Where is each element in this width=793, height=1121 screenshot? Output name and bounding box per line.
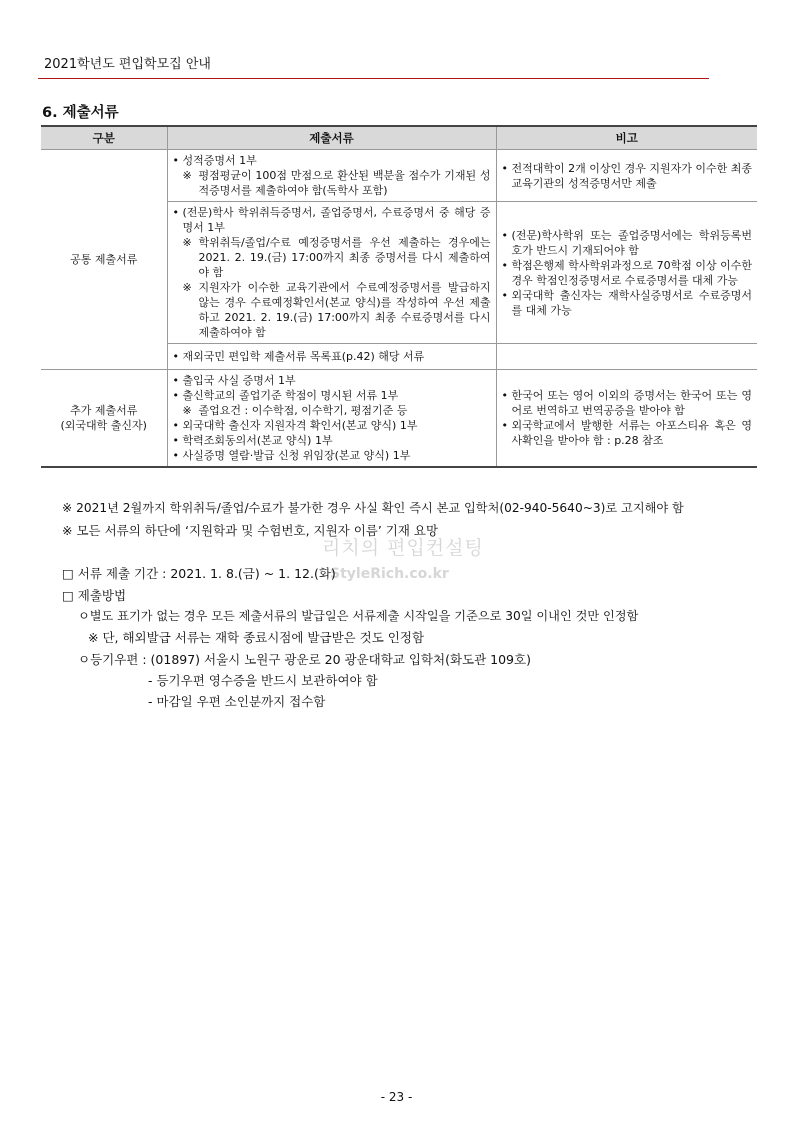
method-item-2-sub-a: - 등기우편 영수증을 반드시 보관하여야 함 <box>148 673 378 688</box>
remarks-cell <box>496 202 757 344</box>
method-item-1-note: ※ 단, 해외발급 서류는 재학 종료시점에 발급받은 것도 인정함 <box>88 630 425 645</box>
notice-2: ※ 모든 서류의 하단에 ‘지원학과 및 수험번호, 지원자 이름’ 기재 요망 <box>62 523 439 538</box>
note-item: ※ 학위취득/졸업/수료 예정증명서를 우선 제출하는 경우에는 2021. 2. 19.(금) 17:00까지 최종 증명서를 다시 제출하여야 함 <box>182 236 491 279</box>
table-row <box>41 150 757 202</box>
bullet-item: • 외국대학 출신자 지원자격 확인서(본교 양식) 1부 <box>172 419 418 432</box>
bullet-item: • 출신학교의 졸업기준 학점이 명시된 서류 1부 <box>172 389 399 402</box>
remarks-cell <box>496 344 757 370</box>
header-rule <box>38 78 709 79</box>
documents-cell <box>167 344 496 370</box>
bullet-item: • 학점은행제 학사학위과정으로 70학점 이상 이수한 경우 학점인정증명서로 수료증명서를 대체 가능 <box>501 258 753 287</box>
section-title: 6. 제출서류 <box>42 105 119 121</box>
bullet-item: • 외국대학 출신자는 재학사실증명서로 수료증명서를 대체 가능 <box>501 288 752 317</box>
bullet-item: • 성적증명서 1부 <box>172 154 257 167</box>
remarks-cell <box>496 150 757 202</box>
table-row <box>41 370 757 468</box>
bullet-item: • 전적대학이 2개 이상인 경우 지원자가 이수한 최종 교육기관의 성적증명서만 제출 <box>501 161 752 190</box>
category-extra-sublabel: (외국대학 출신자) <box>60 419 147 432</box>
col-header-documents: 제출서류 <box>167 126 496 150</box>
remarks-cell <box>496 370 757 468</box>
bullet-item: • 재외국민 편입학 제출서류 목록표(p.42) 해당 서류 <box>172 350 425 363</box>
submission-period: □ 서류 제출 기간 : 2021. 1. 8.(금) ~ 1. 12.(화) <box>62 566 336 581</box>
table-header-row <box>41 126 757 150</box>
bullet-item: • 학력조회동의서(본교 양식) 1부 <box>172 434 333 447</box>
category-common: 공통 제출서류 <box>41 150 167 370</box>
note-item: ※ 졸업요건 : 이수학점, 이수학기, 평점기준 등 <box>182 404 408 417</box>
documents-table <box>41 125 757 468</box>
bullet-item: • 외국학교에서 발행한 서류는 아포스티유 혹은 영사확인을 받아야 함 : p.28 참조 <box>501 419 752 447</box>
method-item-2: ㅇ등기우편 : (01897) 서울시 노원구 광운로 20 광운대학교 입학처(화도관 109호) <box>78 652 531 667</box>
documents-cell <box>167 370 496 468</box>
bullet-item: • 출입국 사실 증명서 1부 <box>172 374 296 387</box>
watermark-text: 리치의 편입컨설팅 <box>322 537 484 559</box>
bullet-item: • (전문)학사 학위취득증명서, 졸업증명서, 수료증명서 중 해당 증명서 1부 <box>172 206 491 234</box>
category-extra-label: 추가 제출서류 <box>70 404 138 417</box>
note-item: ※ 지원자가 이수한 교육기관에서 수료예정증명서를 발급하지 않는 경우 수료예정확인서(본교 양식)를 작성하여 우선 제출하고 2021. 2. 19.(금) 17:00까지 최종 수료증명서를 다시 제출하여야 함 <box>182 281 491 339</box>
category-extra <box>41 370 167 468</box>
watermark-url: StyleRich.co.kr <box>330 566 449 582</box>
method-item-2-sub-b: - 마감일 우편 소인분까지 접수함 <box>148 694 326 709</box>
bullet-item: • 사실증명 열람·발급 신청 위임장(본교 양식) 1부 <box>172 449 411 462</box>
documents-cell <box>167 202 496 344</box>
submission-method-title: □ 제출방법 <box>62 588 127 603</box>
col-header-category: 구분 <box>41 126 167 150</box>
bullet-item: • (전문)학사학위 또는 졸업증명서에는 학위등록번호가 반드시 기재되어야 함 <box>501 228 752 257</box>
running-header: 2021학년도 편입학모집 안내 <box>44 57 211 72</box>
bullet-item: • 한국어 또는 영어 이외의 증명서는 한국어 또는 영어로 번역하고 번역공증을 받아야 함 <box>501 389 752 417</box>
method-item-1: ㅇ별도 표기가 없는 경우 모든 제출서류의 발급일은 서류제출 시작일을 기준으로 30일 이내인 것만 인정함 <box>78 609 639 623</box>
documents-cell <box>167 150 496 202</box>
page-number: - 23 - <box>380 1090 413 1104</box>
note-item: ※ 평점평균이 100점 만점으로 환산된 백분율 점수가 기재된 성적증명서를 제출하여야 함(독학사 포함) <box>182 169 491 197</box>
col-header-remarks: 비고 <box>496 126 757 150</box>
notice-1: ※ 2021년 2월까지 학위취득/졸업/수료가 불가한 경우 사실 확인 즉시 본교 입학처(02-940-5640~3)로 고지해야 함 <box>62 501 684 515</box>
